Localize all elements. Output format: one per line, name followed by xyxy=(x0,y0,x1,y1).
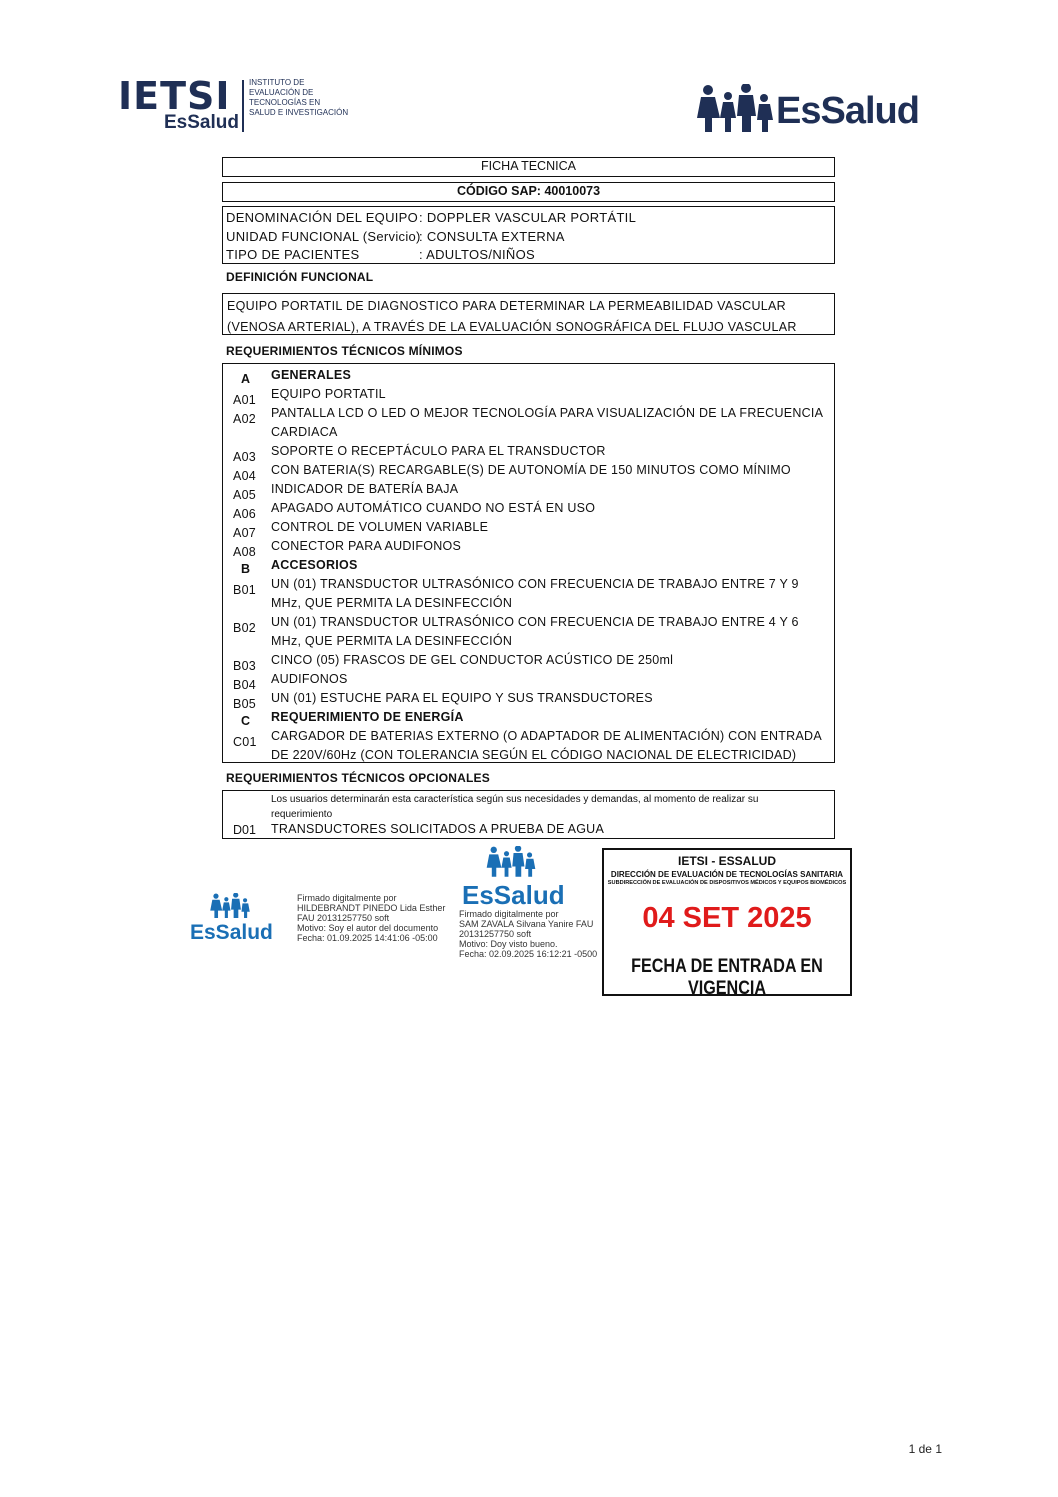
requirement-text: ACCESORIOS xyxy=(271,558,358,572)
requirement-text: CONECTOR PARA AUDIFONOS xyxy=(271,539,462,553)
stamp-direction: DIRECCIÓN DE EVALUACIÓN DE TECNOLOGÍAS SANITARIA xyxy=(610,870,844,879)
optional-requirements-heading: REQUERIMIENTOS TÉCNICOS OPCIONALES xyxy=(226,771,490,785)
min-requirements-heading: REQUERIMIENTOS TÉCNICOS MÍNIMOS xyxy=(226,344,463,358)
requirement-code: A07 xyxy=(233,526,256,540)
optional-code: D01 xyxy=(233,823,256,837)
signature2-logo xyxy=(460,846,565,910)
ietsi-logo xyxy=(118,76,348,136)
stamp-subdirection: SUBDIRECCIÓN DE EVALUACIÓN DE DISPOSITIVOS MÉDICOS Y EQUIPOS BIOMÉDICOS xyxy=(607,880,847,886)
requirement-text: REQUERIMIENTO DE ENERGÍA xyxy=(271,710,464,724)
requirement-code: A02 xyxy=(233,412,256,426)
requirement-text: EQUIPO PORTATIL xyxy=(271,387,386,401)
optional-text: TRANSDUCTORES SOLICITADOS A PRUEBA DE AGUA xyxy=(271,822,605,836)
ietsi-logo-sub: EsSalud xyxy=(164,112,239,133)
ietsi-logo-divider xyxy=(242,80,244,132)
requirement-code: A xyxy=(241,372,251,386)
requirement-code: B xyxy=(241,562,251,576)
requirement-text: PANTALLA LCD O LED O MEJOR TECNOLOGÍA PARA VISUALIZACIÓN DE LA FRECUENCIA CARDIACA xyxy=(271,406,823,439)
info-value: : ADULTOS/NIÑOS xyxy=(419,247,535,262)
stamp-date: 04 SET 2025 xyxy=(642,902,812,934)
requirement-code: C01 xyxy=(233,735,257,749)
signature2-text: Firmado digitalmente por SAM ZAVALA Silvana Yanire FAU 20131257750 soft Motivo: Doy visto bueno. Fecha: 02.09.2025 16:12:21 -0500 xyxy=(459,909,598,959)
min-requirements-box xyxy=(222,363,835,763)
info-label: TIPO DE PACIENTES xyxy=(226,247,360,262)
signature1-logo xyxy=(190,893,273,945)
functional-definition-box xyxy=(222,293,835,335)
requirement-code: A04 xyxy=(233,469,256,483)
requirement-text: CARGADOR DE BATERIAS EXTERNO (O ADAPTADOR DE ALIMENTACIÓN) CON ENTRADA DE 220V/60Hz (CON TOLERANCIA SEGÚN EL CÓDIGO NACIONAL DE ELECTRICIDAD) xyxy=(271,729,822,762)
ietsi-institute-name: INSTITUTO DE EVALUACIÓN DE TECNOLOGÍAS EN SALUD E INVESTIGACIÓN xyxy=(249,78,349,117)
requirement-code: B02 xyxy=(233,621,256,635)
essalud-logo-word: EsSalud xyxy=(776,90,919,132)
functional-heading: DEFINICIÓN FUNCIONAL xyxy=(226,270,374,284)
requirement-code: A05 xyxy=(233,488,256,502)
document-title: FICHA TECNICA xyxy=(481,159,576,173)
requirement-text: UN (01) TRANSDUCTOR ULTRASÓNICO CON FRECUENCIA DE TRABAJO ENTRE 4 Y 6 MHz, QUE PERMITA LA DESINFECCIÓN xyxy=(271,615,799,648)
sap-code-box xyxy=(222,182,835,202)
requirement-code: C xyxy=(241,714,251,728)
requirement-text: CON BATERIA(S) RECARGABLE(S) DE AUTONOMÍA DE 150 MINUTOS COMO MÍNIMO xyxy=(271,463,791,477)
requirement-text: AUDIFONOS xyxy=(271,672,348,686)
info-label: DENOMINACIÓN DEL EQUIPO xyxy=(226,210,419,225)
requirement-text: GENERALES xyxy=(271,368,352,382)
requirement-code: A08 xyxy=(233,545,256,559)
validity-stamp xyxy=(602,848,852,999)
requirement-text: CONTROL DE VOLUMEN VARIABLE xyxy=(271,520,489,534)
requirement-text: APAGADO AUTOMÁTICO CUANDO NO ESTÁ EN USO xyxy=(271,501,596,515)
requirement-text: UN (01) TRANSDUCTOR ULTRASÓNICO CON FRECUENCIA DE TRABAJO ENTRE 7 Y 9 MHz, QUE PERMITA LA DESINFECCIÓN xyxy=(271,577,799,610)
requirement-text: UN (01) ESTUCHE PARA EL EQUIPO Y SUS TRANSDUCTORES xyxy=(271,691,653,705)
requirement-code: A03 xyxy=(233,450,256,464)
family-icon xyxy=(696,84,774,134)
signature2-logo-word: EsSalud xyxy=(462,880,565,910)
signature1-logo-word: EsSalud xyxy=(190,921,273,944)
stamp-caption: FECHA DE ENTRADA EN VIGENCIA xyxy=(631,956,823,999)
signature1-text: Firmado digitalmente por HILDEBRANDT PINEDO Lida Esther FAU 20131257750 soft Motivo: Soy el autor del documento Fecha: 01.09.2025 14:41:06 -05:00 xyxy=(297,893,446,943)
requirement-text: CINCO (05) FRASCOS DE GEL CONDUCTOR ACÚSTICO DE 250ml xyxy=(271,653,674,667)
functional-definition-text: EQUIPO PORTATIL DE DIAGNOSTICO PARA DETERMINAR LA PERMEABILIDAD VASCULAR (VENOSA ARTERIAL), A TRAVÉS DE LA EVALUACIÓN SONOGRÁFICA DEL FLUJO VASCULAR xyxy=(227,299,797,334)
requirement-code: B01 xyxy=(233,583,256,597)
document-title-box xyxy=(222,157,835,177)
requirement-code: A01 xyxy=(233,393,256,407)
stamp-title: IETSI - ESSALUD xyxy=(677,854,776,868)
family-icon xyxy=(485,846,537,878)
info-label: UNIDAD FUNCIONAL (Servicio) xyxy=(226,229,421,244)
requirement-code: B05 xyxy=(233,697,256,711)
requirement-code: B03 xyxy=(233,659,256,673)
essalud-logo xyxy=(696,84,926,136)
requirement-text: INDICADOR DE BATERÍA BAJA xyxy=(271,482,459,496)
requirement-text: SOPORTE O RECEPTÁCULO PARA EL TRANSDUCTOR xyxy=(271,444,606,458)
info-value: : CONSULTA EXTERNA xyxy=(419,229,565,244)
requirement-code: B04 xyxy=(233,678,256,692)
optional-note: Los usuarios determinarán esta característica según sus necesidades y demandas, al momento de realizar su requerimiento xyxy=(271,794,759,820)
equipment-info-box xyxy=(222,206,835,264)
ietsi-logo-word: IETSI xyxy=(118,74,231,118)
sap-code: CÓDIGO SAP: 40010073 xyxy=(456,184,601,198)
family-icon xyxy=(208,893,252,919)
page-number: 1 de 1 xyxy=(908,1442,942,1456)
requirement-code: A06 xyxy=(233,507,256,521)
info-value: : DOPPLER VASCULAR PORTÁTIL xyxy=(419,210,637,225)
optional-requirements-box xyxy=(222,790,835,839)
